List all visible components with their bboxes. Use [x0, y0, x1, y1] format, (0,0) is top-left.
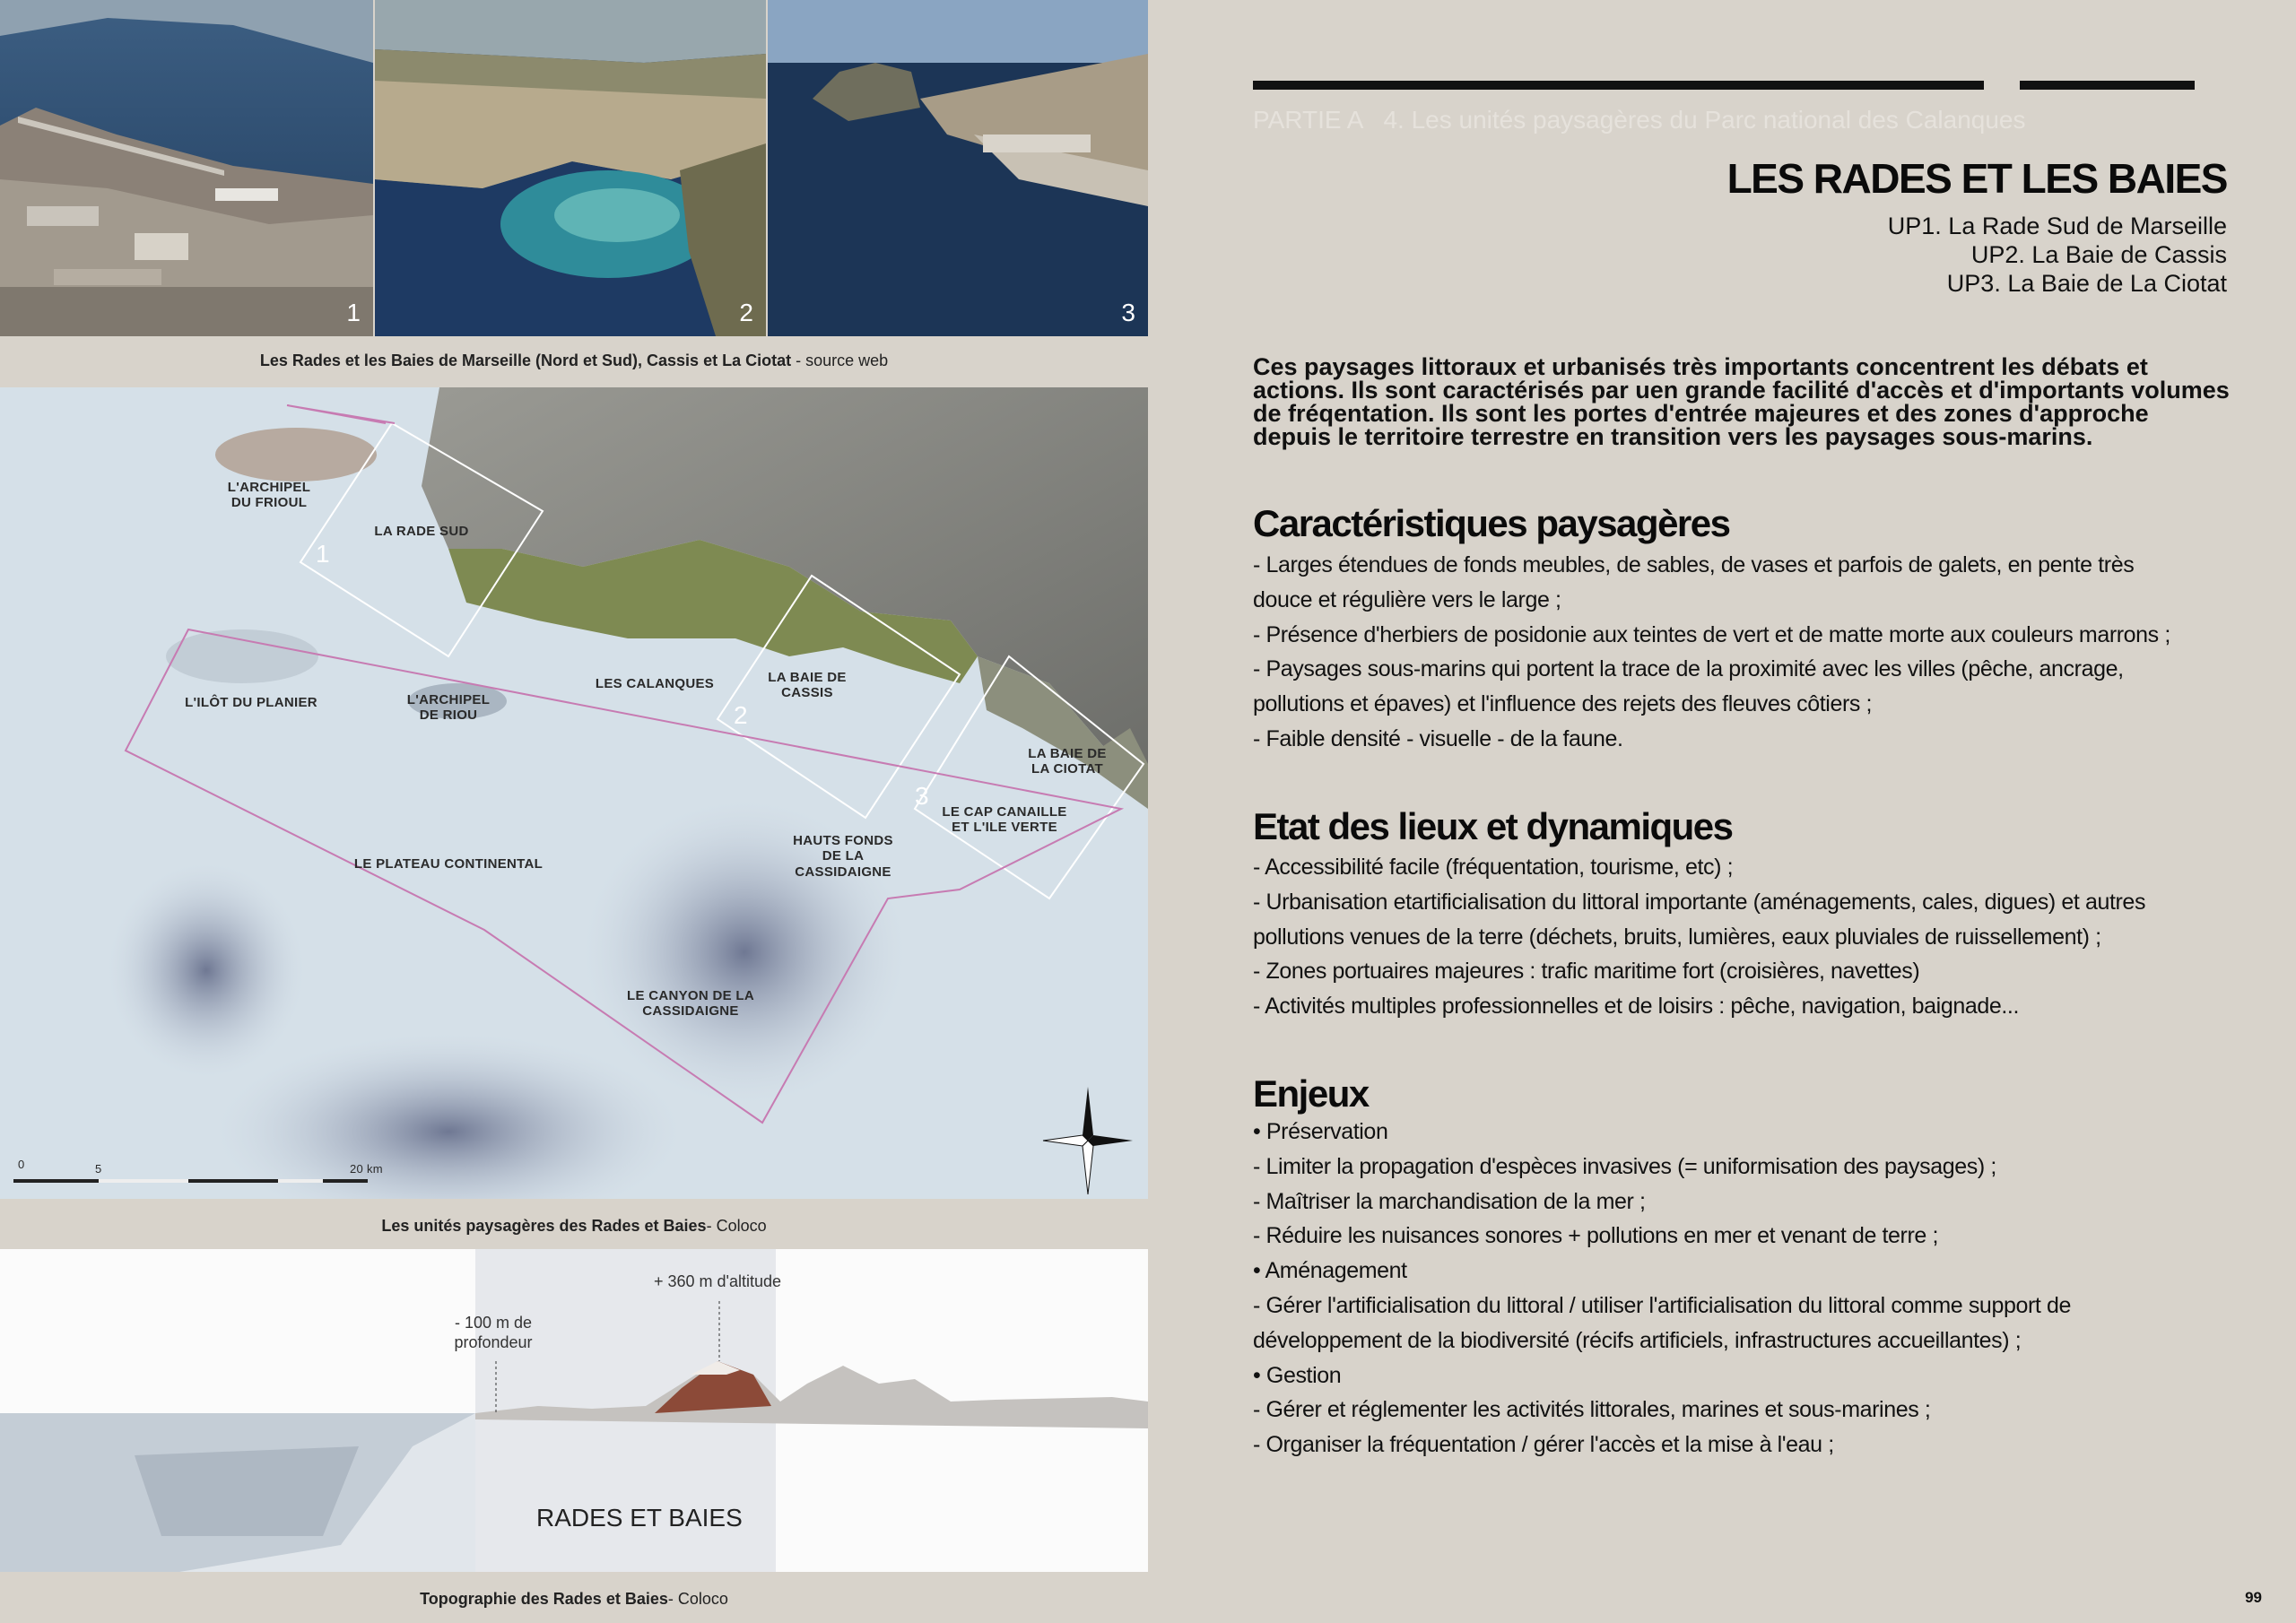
- photo-number: 1: [346, 299, 361, 326]
- profile-caption-source: - Coloco: [667, 1590, 728, 1608]
- breadcrumb: [1253, 106, 2046, 135]
- topography-profile: [0, 1249, 1148, 1572]
- list-line: • Gestion: [1253, 1362, 1342, 1388]
- unit-item: UP3. La Baie de La Ciotat: [1946, 270, 2227, 297]
- photos-caption: [0, 352, 1148, 370]
- unit-item: UP2. La Baie de Cassis: [1970, 241, 2227, 268]
- list-line: - Gérer l'artificialisation du littoral / utiliser l'artificialisation du littoral comme support de: [1253, 1292, 2071, 1318]
- list-line: • Aménagement: [1253, 1258, 1407, 1284]
- scale-label-20km: 20 km: [350, 1162, 383, 1176]
- section-heading-issues: Enjeux: [1253, 1072, 1369, 1115]
- photo-baie-cassis: [375, 0, 766, 336]
- section-heading-characteristics: Caractéristiques paysagères: [1253, 502, 1730, 544]
- map-label-cassis: LA BAIE DE CASSIS: [768, 670, 847, 701]
- landscape-units-map: [0, 387, 1148, 1199]
- list-line: - Faible densité - visuelle - de la faune.: [1253, 725, 1623, 751]
- photo-rade-marseille-image: [0, 0, 373, 336]
- map-label-calanques: LES CALANQUES: [595, 676, 715, 691]
- photo-baie-ciotat: [768, 0, 1148, 336]
- breadcrumb-part: PARTIE A: [1253, 106, 1364, 134]
- map-label-rade-sud: LA RADE SUD: [374, 524, 469, 539]
- list-line: - Réduire les nuisances sonores + pollutions en mer et venant de terre ;: [1253, 1223, 1938, 1249]
- list-line: douce et régulière vers le large ;: [1253, 586, 1561, 612]
- section-heading-state: Etat des lieux et dynamiques: [1253, 805, 1733, 847]
- photo-number: 2: [739, 299, 753, 326]
- breadcrumb-section: 4. Les unités paysagères du Parc national des Calanques: [1383, 106, 2026, 134]
- list-line: - Gérer et réglementer les activités littorales, marines et sous-marines ;: [1253, 1397, 1931, 1423]
- photo-rade-marseille: [0, 0, 373, 336]
- list-line: - Activités multiples professionnelles et de loisirs : pêche, navigation, baignade...: [1253, 994, 2019, 1020]
- characteristics-list: [1253, 548, 2266, 757]
- map-label-planier: L'ILÔT DU PLANIER: [185, 695, 317, 710]
- map-graphic: [0, 387, 1148, 1199]
- list-line: pollutions et épaves) et l'influence des rejets des fleuves côtiers ;: [1253, 691, 1873, 717]
- list-line: - Organiser la fréquentation / gérer l'accès et la mise à l'eau ;: [1253, 1432, 1834, 1458]
- photos-caption-source: - source web: [791, 352, 889, 369]
- header-rule-left: [1253, 81, 1984, 90]
- list-line: - Maîtriser la marchandisation de la mer ;: [1253, 1188, 1646, 1214]
- page-title: LES RADES ET LES BAIES: [1726, 155, 2227, 202]
- list-line: - Zones portuaires majeures : trafic maritime fort (croisières, navettes): [1253, 959, 1920, 985]
- unit-item: UP1. La Rade Sud de Marseille: [1887, 213, 2227, 239]
- unit-number-1: 1: [316, 540, 330, 568]
- list-line: • Préservation: [1253, 1119, 1388, 1144]
- list-line: - Limiter la propagation d'espèces invasives (= uniformisation des paysages) ;: [1253, 1153, 1996, 1179]
- list-line: pollutions venues de la terre (déchets, bruits, lumières, eaux pluviales de ruissellement) ;: [1253, 924, 2101, 950]
- map-label-canyon: LE CANYON DE LA CASSIDAIGNE: [626, 988, 754, 1020]
- page-number: 99: [2245, 1589, 2262, 1606]
- profile-caption-bold: Topographie des Rades et Baies: [420, 1590, 668, 1608]
- photo-baie-cassis-image: [375, 0, 766, 336]
- map-label-canaille: LE CAP CANAILLE ET L'ILE VERTE: [942, 804, 1067, 836]
- list-line: développement de la biodiversité (récifs artificiels, infrastructures accueillantes) ;: [1253, 1327, 2022, 1353]
- map-label-plateau: LE PLATEAU CONTINENTAL: [353, 856, 544, 872]
- map-label-ciotat: LA BAIE DE LA CIOTAT: [1028, 746, 1107, 777]
- list-line: - Paysages sous-marins qui portent la trace de la proximité avec les villes (pêche, ancrage,: [1253, 656, 2124, 682]
- issues-list: [1253, 1115, 2266, 1462]
- profile-title: RADES ET BAIES: [536, 1504, 743, 1532]
- map-caption-source: - Coloco: [706, 1217, 767, 1235]
- unit-number-3: 3: [915, 782, 929, 810]
- list-line: - Larges étendues de fonds meubles, de sables, de vases et parfois de galets, en pente très: [1253, 552, 2135, 577]
- state-list: [1253, 850, 2266, 1024]
- map-label-riou: L'ARCHIPEL DE RIOU: [406, 692, 491, 724]
- list-line: - Urbanisation etartificialisation du littoral importante (aménagements, cales, digues) et autres: [1253, 889, 2146, 915]
- map-label-hauts-fonds: HAUTS FONDS DE LA CASSIDAIGNE: [793, 833, 893, 880]
- photo-number: 3: [1121, 299, 1135, 326]
- map-label-frioul: L'ARCHIPEL DU FRIOUL: [227, 480, 311, 511]
- list-line: - Accessibilité facile (fréquentation, tourisme, etc) ;: [1253, 855, 1734, 880]
- photos-caption-bold: Les Rades et les Baies de Marseille (Nord et Sud), Cassis et La Ciotat: [259, 352, 792, 369]
- photo-baie-ciotat-image: [768, 0, 1148, 336]
- list-line: - Présence d'herbiers de posidonie aux teintes de vert et de matte morte aux couleurs marrons ;: [1253, 621, 2170, 647]
- profile-caption: [0, 1590, 1148, 1609]
- altitude-label: + 360 m d'altitude: [653, 1272, 782, 1290]
- intro-paragraph: Ces paysages littoraux et urbanisés très importants concentrent les débats et actions. Ils sont caractérisés par uen grande facilité d'accès et d'importants volumes de fréqentation. Ils sont les portes d'entrée majeures et des zones d'approche depuis le territoire terrestre en transition vers les paysages sous-marins.: [1253, 353, 2230, 450]
- scale-label-5: 5: [95, 1162, 102, 1176]
- header-rule-right: [2020, 81, 2195, 90]
- scale-label-0: 0: [18, 1158, 25, 1171]
- right-page: [1148, 0, 2296, 1623]
- map-caption: [0, 1217, 1148, 1236]
- depth-label: - 100 m de profondeur: [454, 1314, 533, 1351]
- unit-number-2: 2: [734, 701, 748, 729]
- map-caption-bold: Les unités paysagères des Rades et Baies: [381, 1217, 707, 1235]
